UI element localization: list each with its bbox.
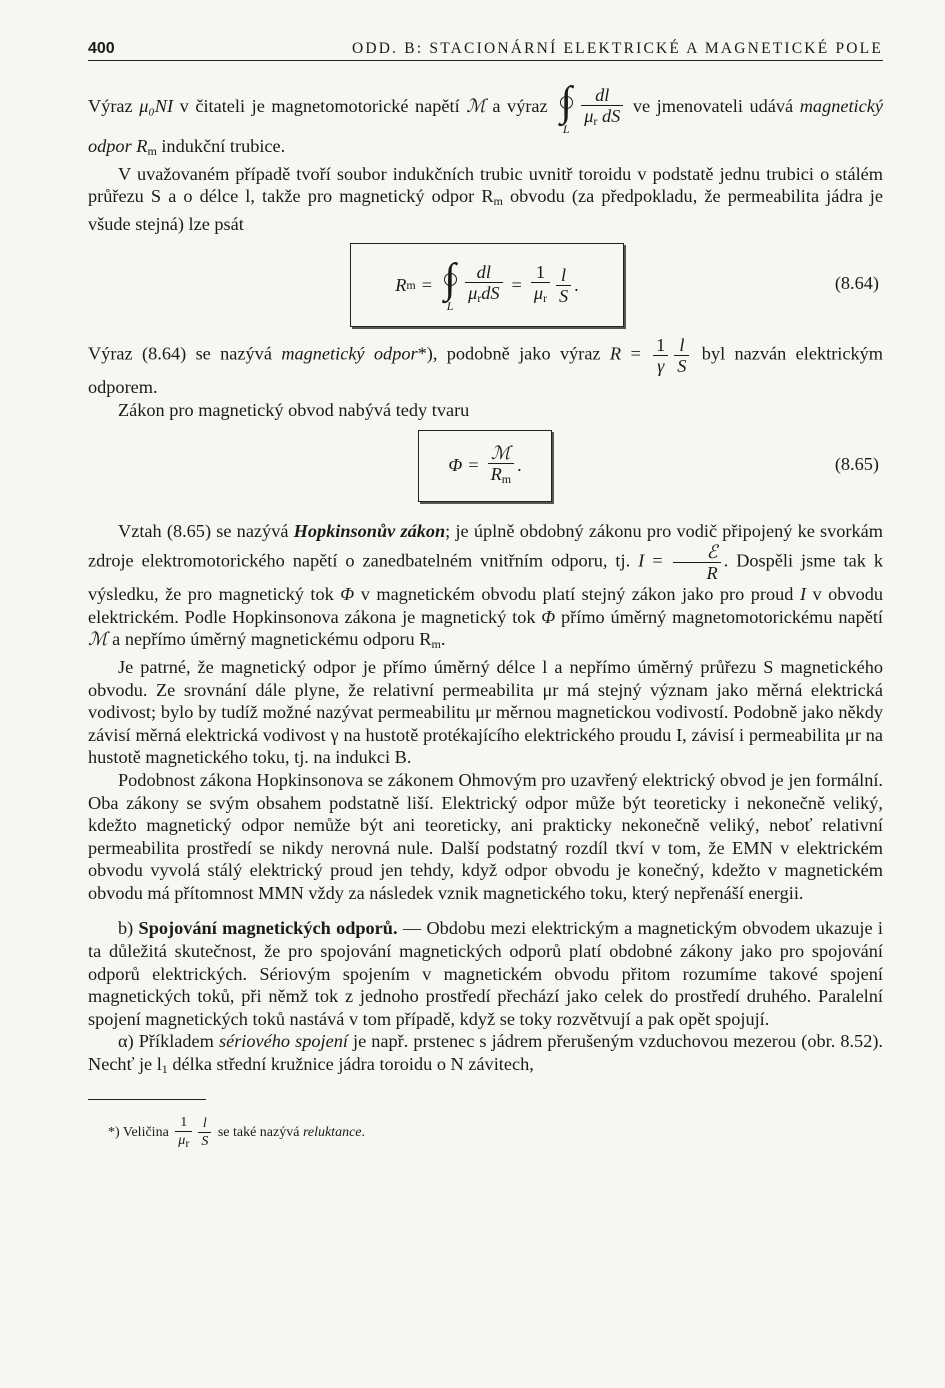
term-magneticky-odpor: magnetický odpor (88, 96, 883, 156)
equation-8-64-box: R m = ∫ L $\frac{dl}{\mu_rdS}$ = $\frac{1}{\mu_r}$ $\frac{l}{S}$ . (350, 243, 624, 327)
running-title: ODD. B: STACIONÁRNÍ ELEKTRICKÉ A MAGNETICKÉ POLE (351, 40, 883, 57)
contour-integral-symbol: ∫ L (560, 79, 572, 136)
running-header (88, 40, 883, 61)
paragraph-8: b) Spojování magnetických odporů. — Obdobu mezi elektrickým a magnetickým obvodem ukazuje i ta důležitá skutečnost, že pro spojování magnetických odporů platí obdobné zákony jako pro spojování odporů elektrických. Sériovým spojením v magnetickém obvodu přitom rozumíme takové spojení magnetických toků, při němž tok z jednoho prostředí přechází jako celek do prostředí druhého. Paralelní spojení magnetických toků nastává v tom případě, když se toky rozvětvují a pak opět spojují. (88, 918, 883, 1029)
paragraph-4: Zákon pro magnetický obvod nabývá tedy tvaru (118, 399, 470, 420)
mu0NI: μ₀NI (139, 96, 174, 117)
paragraph-2: V uvažovaném případě tvoří soubor indukčních trubic uvnitř toroidu v podstatě jednu trubici o stálém průřezu S a o délce l, takže pro magnetický odpor $R_m$ obvodu (za předpokladu, že permeabilita jádra je všude stejná) lze psát (88, 163, 883, 234)
equation-8-65-row (88, 422, 883, 520)
contour-integral-symbol: ∫ L (444, 256, 456, 314)
mmn-symbol: ℳ (466, 96, 486, 117)
paragraph-6: Je patrné, že magnetický odpor je přímo úměrný délce l a nepřímo úměrný průřezu S magnetického obvodu. Ze srovnání dále plyne, že relativní permeabilita μr má stejný význam jako měrná elektrická vodivost; bylo by tudíž možné nazývat permeabilitu μr měrnou magnetickou vodivostí. Podobně jako někdy závisí měrná elektrická vodivost γ na hustotě protékajícího elektrického proudu I, závisí i permeabilita μr na hustotě magnetického toku, tj. na indukci B. (88, 656, 883, 768)
fraction-dl-over-mu-dS: $\frac{dl}{\mu_r dS}$ (581, 85, 623, 131)
paragraph-1: Výraz μ₀NI v čitateli je magnetomotorické napětí ℳ a výraz ∫ L $\frac{dl}{\mu_r dS}$ ve jmenovateli udává magnetický odpor $R_m$ indukční trubice. (88, 79, 883, 158)
footnote: *) Veličina $\frac{1}{\mu_r}$ $\frac{l}{S}$ se také nazývá reluktance. (108, 1114, 366, 1150)
section-heading: Spojování magnetických odporů. (138, 918, 398, 939)
footnote-rule (88, 1099, 206, 1100)
page-number: 400 (88, 40, 115, 57)
paragraph-7: Podobnost zákona Hopkinsonova se zákonem Ohmovým pro uzavřený elektrický obvod je jen formální. Oba zákony se svým obsahem podstatně liší. Elektrický odpor může být teoreticky i nekonečně veliký, kdežto magnetický odpor nemůže být ani teoreticky, ani prakticky nekonečně veliký, neboť relativní permeabilita prostředí se nikdy nerovná nule. Další podstatný rozdíl tkví v tom, že EMN v elektrickém obvodu vyvolá stálý elektrický proud jen tehdy, když odpor obvodu je konečný, kdežto v magnetickém obvodu má přítomnost MMN vždy za následek vznik magnetického toku, který nepřenáší energii. (88, 769, 883, 903)
equation-8-64-row (88, 235, 883, 335)
equation-number-8-65: (8.65) (834, 453, 879, 474)
paragraph-9: α) Příkladem sériového spojení je např. prstenec s jádrem přerušeným vzduchovou mezerou (obr. 8.52). Nechť je $l_1$ délka střední kružnice jádra toroidu o N závitech, (88, 1031, 883, 1077)
paragraph-3: Výraz (8.64) se nazývá magnetický odpor*), podobně jako výraz R = $\frac{1}{\gamma}$ $\frac{l}{S}$ byl nazván elektrickým odporem. (88, 335, 883, 398)
page (88, 40, 883, 1166)
equation-number-8-64: (8.64) (834, 273, 879, 294)
paragraph-5: Vztah (8.65) se nazývá Hopkinsonův zákon; je úplně obdobný zákonu pro vodič připojený ke svorkám zdroje elektromotorického napětí o zanedbatelném vnitřním odporu, tj. I = $\frac{\text{ℰ}}{R}$ . Dospěli jsme tak k výsledku, že pro magnetický tok Φ v magnetickém obvodu platí stejný zákon jako pro proud I v obvodu elektrickém. Podle Hopkinsonova zákona je magnetický tok Φ přímo úměrný magnetomotorickému napětí ℳ a nepřímo úměrný magnetickému odporu $R_m$. (88, 520, 884, 652)
equation-8-65-box: Φ = $\frac{\text{ℳ}}{R_m}$ . (418, 430, 552, 502)
